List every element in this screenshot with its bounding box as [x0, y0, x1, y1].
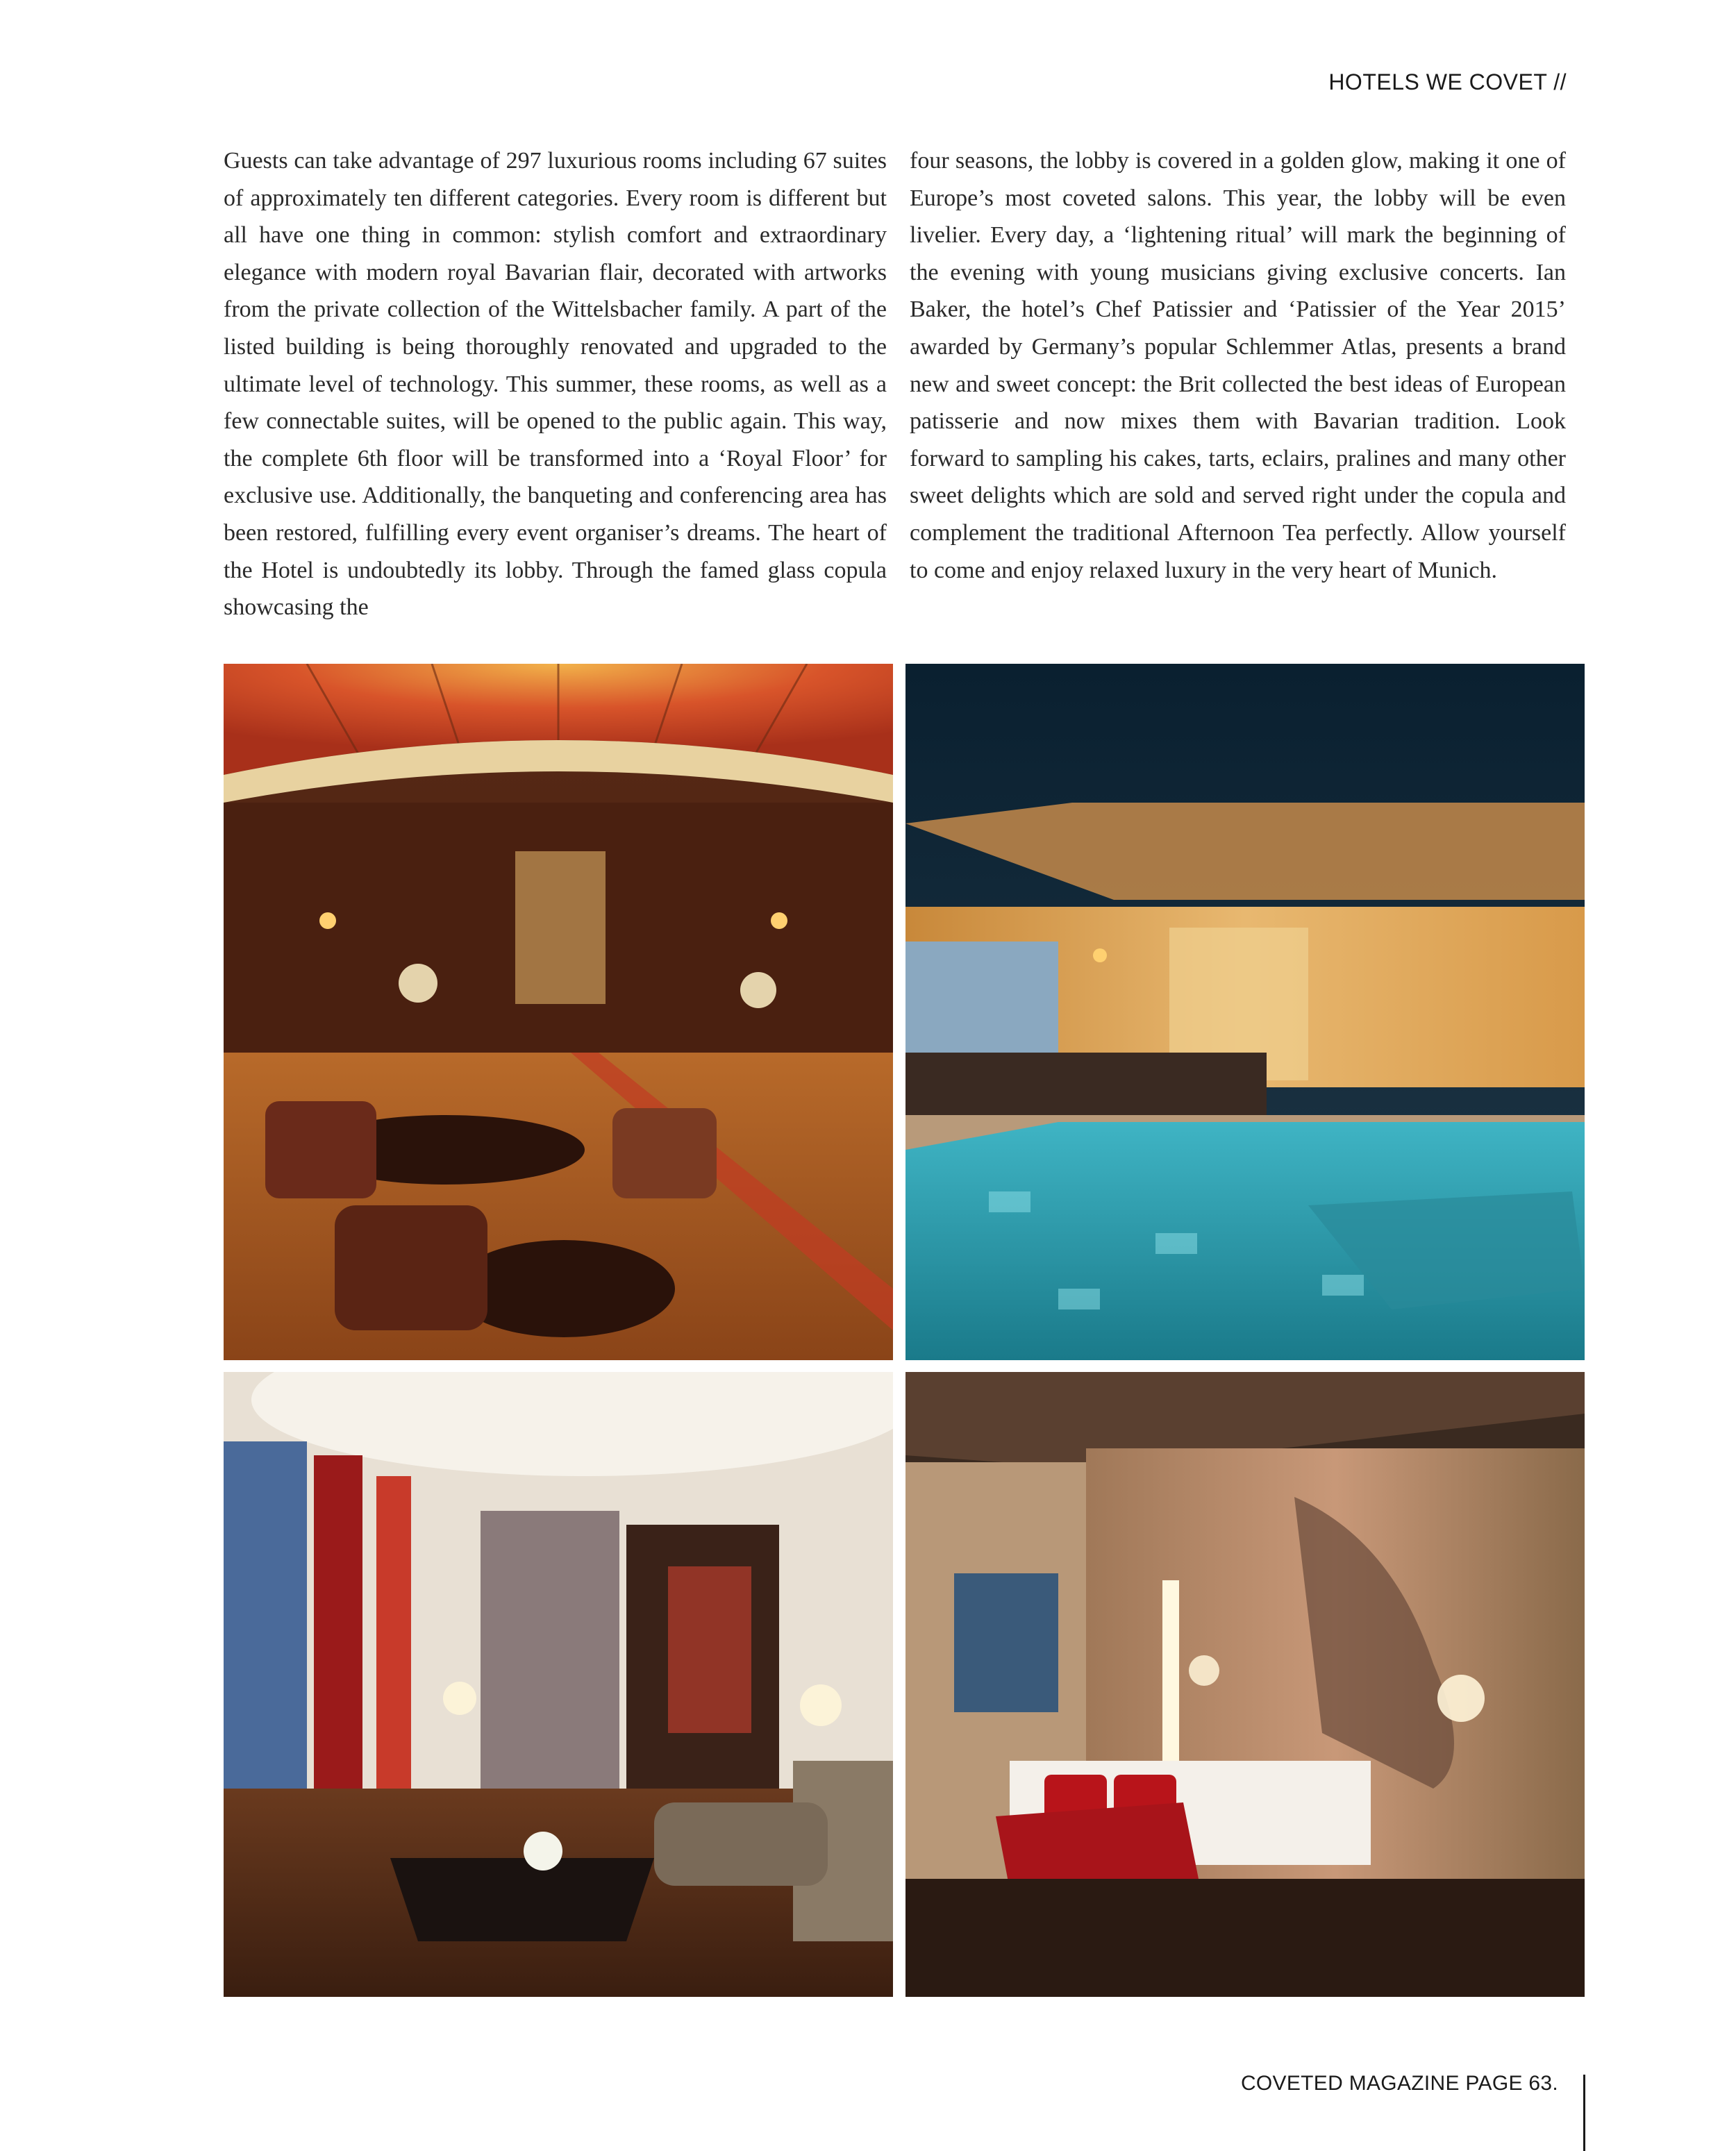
pool-photo — [905, 664, 1585, 1360]
article-column-right: four seasons, the lobby is covered in a golden glow, making it one of Europe’s most coveted salons. This year, the lobby will be even livelier. Every day, a ‘lightening ritual’ will mark the beginning of the evening with young musicians giving exclusive concerts. Ian Baker, the hotel’s Chef Patissier and ‘Patissier of the Year 2015’ awarded by Germany’s popular Schlemmer Atlas, presents a brand new and sweet concept: the Brit collected the best ideas of European patisserie and now mixes them with Bavarian tradition. Look forward to sampling his cakes, tarts, eclairs, pralines and many other sweet delights which are sold and served right under the copula and complement the traditional Afternoon Tea perfectly. Allow yourself to come and enjoy relaxed luxury in the very heart of Munich. — [910, 148, 1566, 583]
suite-photo — [224, 1372, 893, 1997]
article-column-left: Guests can take advantage of 297 luxurious rooms including 67 suites of approximately ten different categories. Every room is different but all have one thing in common: stylish comfort and extraordinary elegance with modern royal Bavarian flair, decorated with artworks from the private collection of the Wittelsbacher family. A part of the listed building is being thoroughly renovated and upgraded to the ultimate level of technology. This summer, these rooms, as well as a few connectable suites, will be opened to the public again. This way, the complete 6th floor will be transformed into a ‘Royal Floor’ for exclusive use. Additionally, the banqueting and conferencing area has been restored, fulfilling every event organiser’s dreams. The heart of the Hotel is undoubtedly its lobby. Through the famed glass copula showcasing the — [224, 148, 887, 621]
page-number: COVETED MAGAZINE PAGE 63. — [1240, 2072, 1558, 2095]
section-tag: HOTELS WE COVET // — [1328, 69, 1567, 94]
lobby-photo — [224, 664, 893, 1360]
bedroom-photo — [905, 1372, 1585, 1997]
footer-rule — [1583, 2075, 1585, 2151]
